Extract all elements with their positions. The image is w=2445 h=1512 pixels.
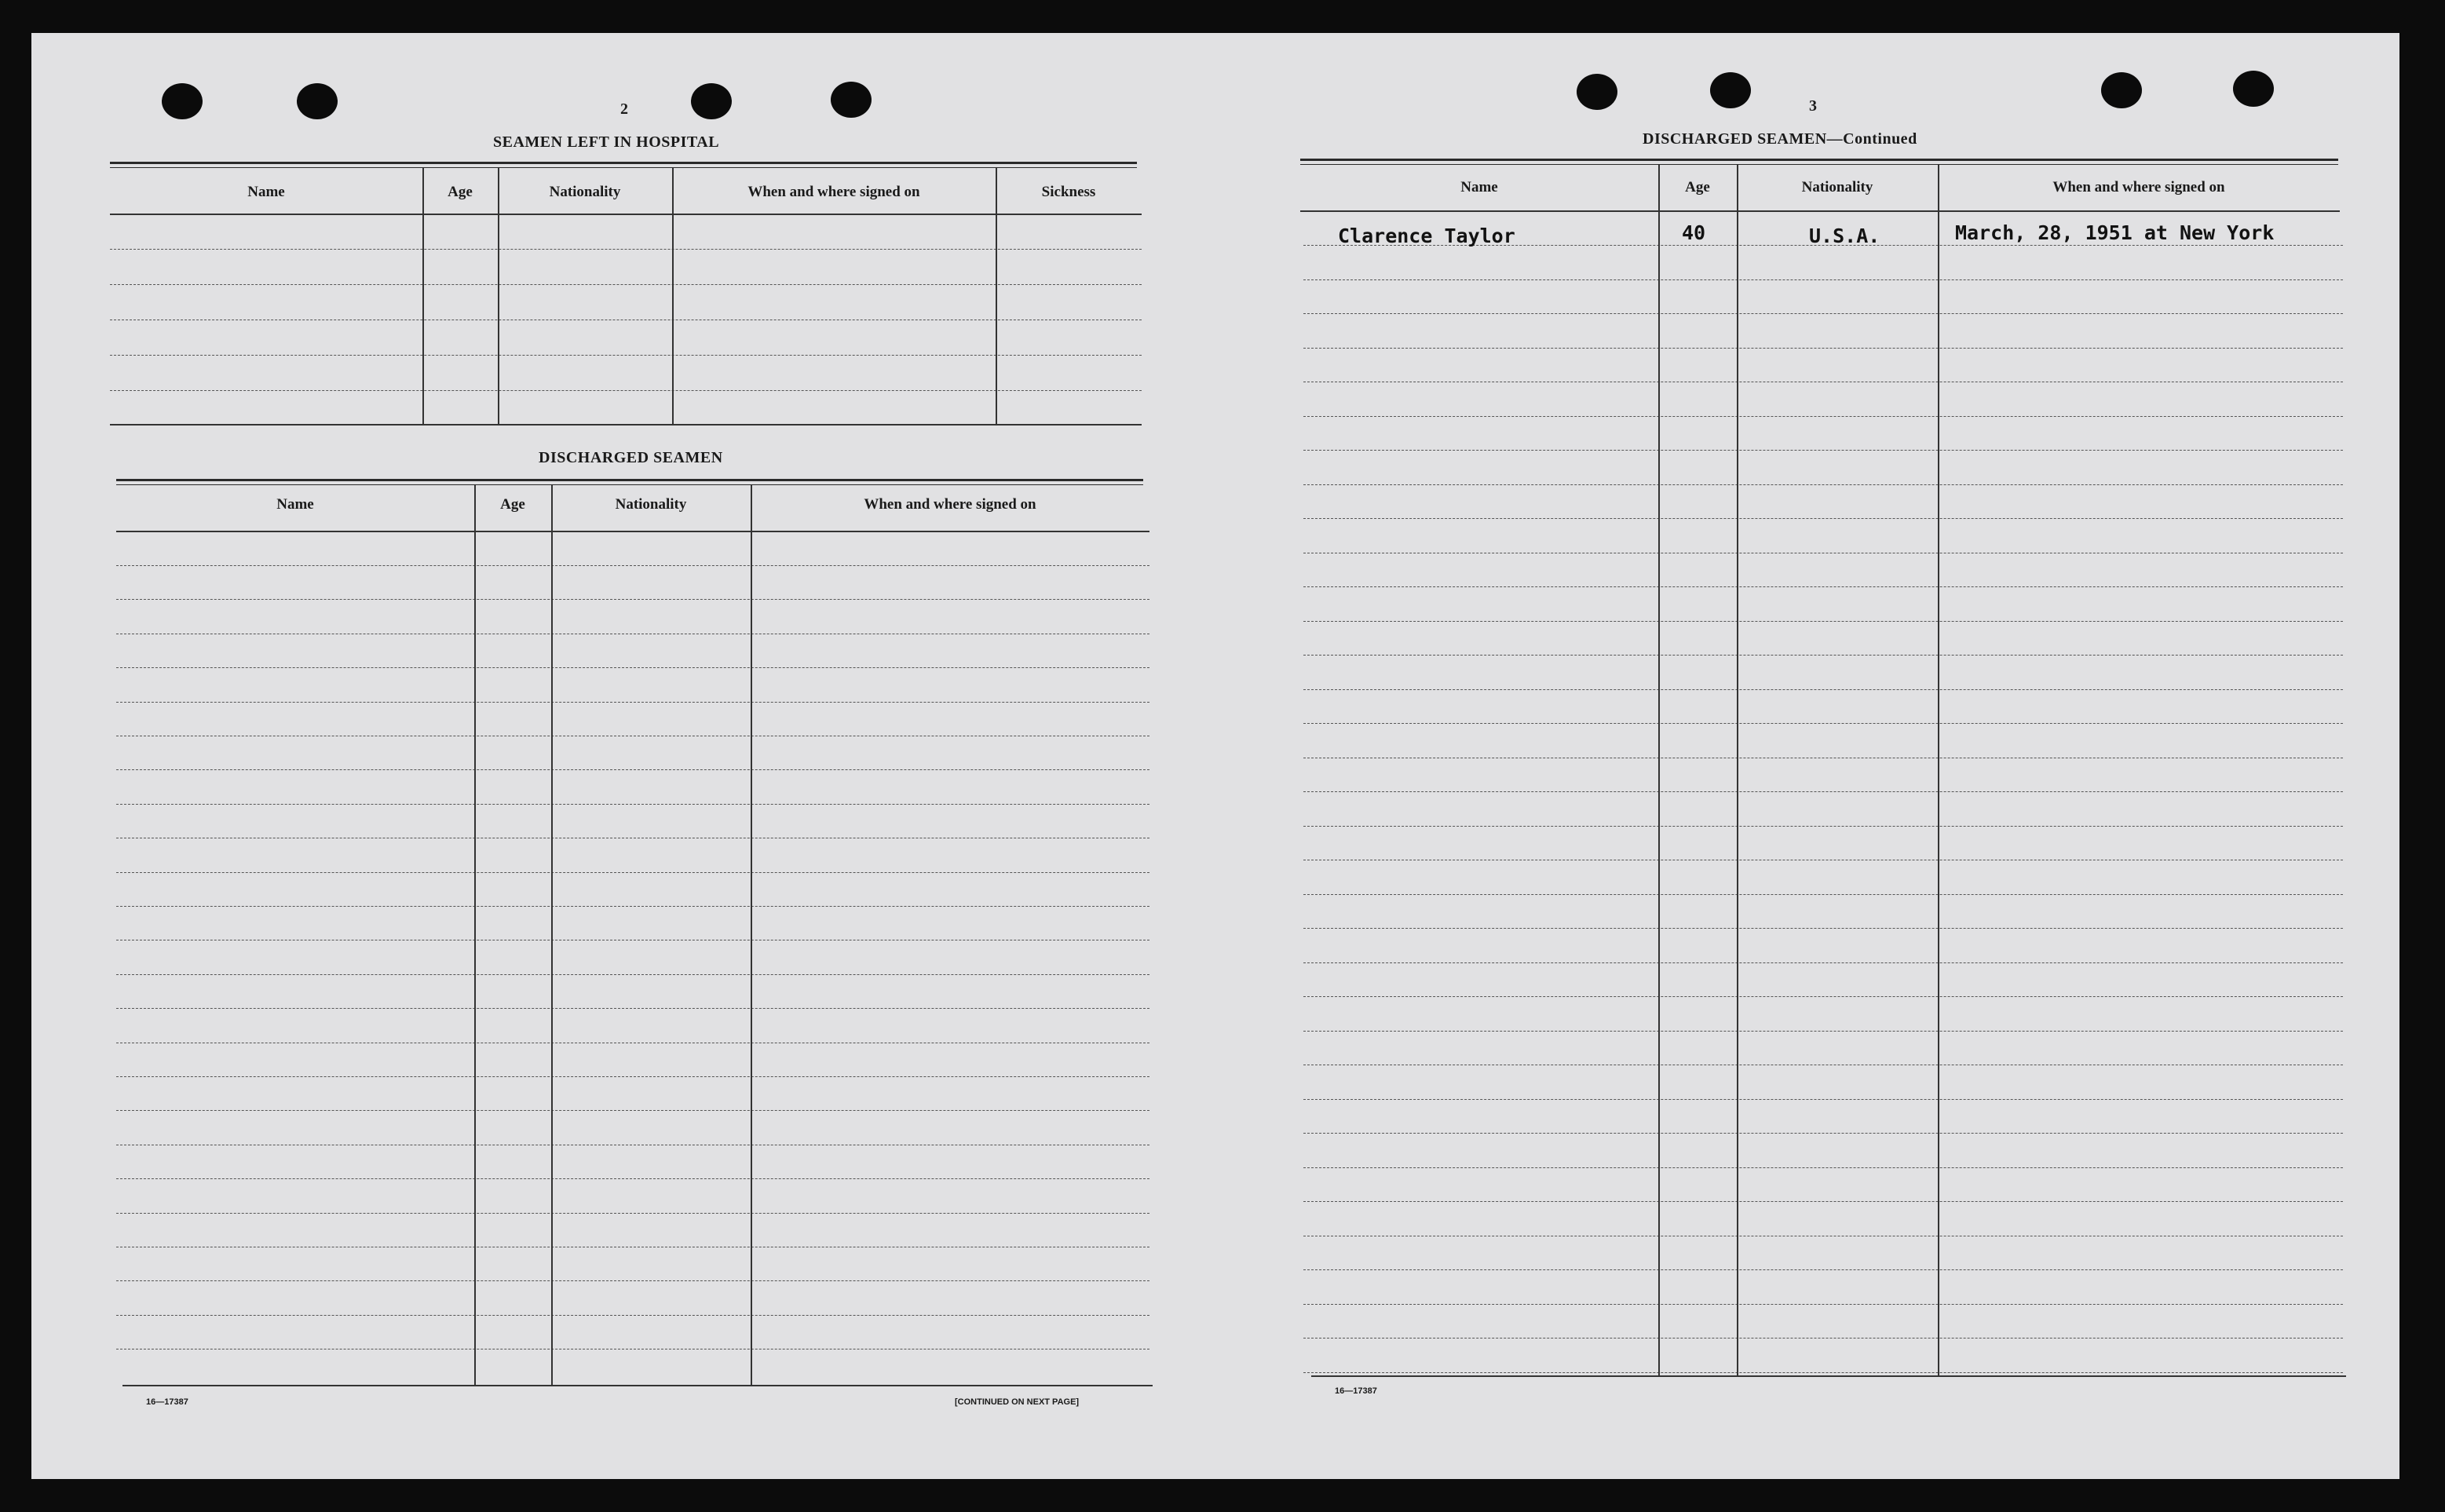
row-line — [116, 667, 1149, 668]
row-line — [1303, 894, 2343, 895]
left-form-code: 16—17387 — [146, 1397, 188, 1407]
hospital-row-line — [110, 390, 1142, 391]
row-line — [116, 872, 1149, 873]
discharged-col-divider — [474, 485, 476, 1385]
row-line — [1303, 484, 2343, 485]
discharged-col-nationality: Nationality — [615, 496, 687, 513]
row-line — [116, 702, 1149, 703]
row-line — [1303, 928, 2343, 929]
row-line — [1303, 1304, 2343, 1305]
right-form-code: 16—17387 — [1335, 1386, 1377, 1396]
hospital-table-top-rule — [110, 162, 1137, 164]
right-bottom-rule — [1311, 1375, 2346, 1377]
left-page-number: 2 — [620, 100, 628, 118]
row-line — [1303, 348, 2343, 349]
seaman-nationality: U.S.A. — [1809, 225, 1880, 247]
discharged-col-age: Age — [500, 496, 525, 513]
discharged-header-rule — [116, 531, 1149, 532]
row-line — [116, 565, 1149, 566]
hospital-col-nationality: Nationality — [549, 184, 621, 200]
discharged-table-top-rule — [116, 479, 1143, 481]
punch-hole — [2101, 72, 2142, 108]
row-line — [116, 1178, 1149, 1179]
seaman-name: Clarence Taylor — [1338, 225, 1515, 247]
row-line — [1303, 1372, 2343, 1373]
row-line — [1303, 416, 2343, 417]
row-line — [1303, 1269, 2343, 1270]
hospital-row-line — [110, 249, 1142, 250]
row-line — [116, 1213, 1149, 1214]
row-line — [1303, 655, 2343, 656]
punch-hole — [831, 82, 872, 118]
punch-hole — [2233, 71, 2274, 107]
continued-note: [CONTINUED ON NEXT PAGE] — [955, 1397, 1080, 1407]
row-line — [1303, 996, 2343, 997]
right-col-divider — [1938, 165, 1939, 1375]
form-sheet — [31, 33, 2399, 1479]
seaman-age: 40 — [1682, 221, 1706, 244]
row-line — [1303, 621, 2343, 622]
hospital-section-title: SEAMEN LEFT IN HOSPITAL — [493, 133, 720, 151]
right-page-number: 3 — [1809, 97, 1817, 115]
punch-hole — [691, 83, 732, 119]
row-line — [1303, 450, 2343, 451]
right-title-continued: —Continued — [1826, 130, 1917, 148]
right-col-age: Age — [1685, 179, 1710, 195]
row-line — [1303, 1099, 2343, 1100]
hospital-row-line — [110, 355, 1142, 356]
row-line — [1303, 826, 2343, 827]
right-col-name: Name — [1460, 179, 1498, 195]
hospital-col-divider — [996, 168, 997, 424]
row-line — [116, 599, 1149, 600]
hospital-col-divider — [672, 168, 674, 424]
hospital-col-divider — [422, 168, 424, 424]
right-col-divider — [1737, 165, 1738, 1375]
row-line — [116, 769, 1149, 770]
hospital-col-name: Name — [247, 184, 285, 200]
seaman-signed-on: March, 28, 1951 at New York — [1955, 221, 2275, 244]
right-col-nationality: Nationality — [1801, 179, 1873, 195]
row-line — [116, 1280, 1149, 1281]
hospital-row-line — [110, 284, 1142, 285]
row-line — [1303, 1133, 2343, 1134]
row-line — [1303, 313, 2343, 314]
right-section-title — [1643, 130, 1917, 148]
discharged-bottom-rule — [122, 1385, 1153, 1386]
row-line — [116, 1008, 1149, 1009]
row-line — [116, 804, 1149, 805]
right-col-divider — [1658, 165, 1660, 1375]
right-col-signed-on: When and where signed on — [2052, 179, 2225, 195]
punch-hole — [1710, 72, 1751, 108]
hospital-col-sickness: Sickness — [1041, 184, 1096, 200]
hospital-col-divider — [498, 168, 499, 424]
hospital-col-signed-on: When and where signed on — [747, 184, 920, 200]
discharged-col-signed-on: When and where signed on — [864, 496, 1036, 513]
row-line — [116, 906, 1149, 907]
row-line — [1303, 723, 2343, 724]
hospital-col-age: Age — [448, 184, 473, 200]
discharged-section-title: DISCHARGED SEAMEN — [539, 449, 723, 466]
row-line — [1303, 586, 2343, 587]
row-line — [116, 1110, 1149, 1111]
row-line — [1303, 1031, 2343, 1032]
punch-hole — [297, 83, 338, 119]
row-line — [1303, 1338, 2343, 1339]
punch-hole — [1577, 74, 1617, 110]
row-line — [1303, 791, 2343, 792]
row-line — [116, 1315, 1149, 1316]
row-line — [1303, 518, 2343, 519]
discharged-col-divider — [551, 485, 553, 1385]
right-table-top-rule — [1300, 159, 2338, 161]
right-header-rule — [1300, 210, 2340, 212]
hospital-bottom-rule — [110, 424, 1142, 425]
row-line — [1303, 962, 2343, 963]
right-title-main: DISCHARGED SEAMEN — [1643, 130, 1827, 148]
row-line — [116, 1076, 1149, 1077]
hospital-header-rule — [110, 214, 1142, 215]
row-line — [1303, 1167, 2343, 1168]
row-line — [116, 974, 1149, 975]
row-line — [1303, 1201, 2343, 1202]
punch-hole — [162, 83, 203, 119]
discharged-col-divider — [751, 485, 752, 1385]
row-line — [1303, 689, 2343, 690]
discharged-col-name: Name — [276, 496, 314, 513]
row-line — [1303, 279, 2343, 280]
